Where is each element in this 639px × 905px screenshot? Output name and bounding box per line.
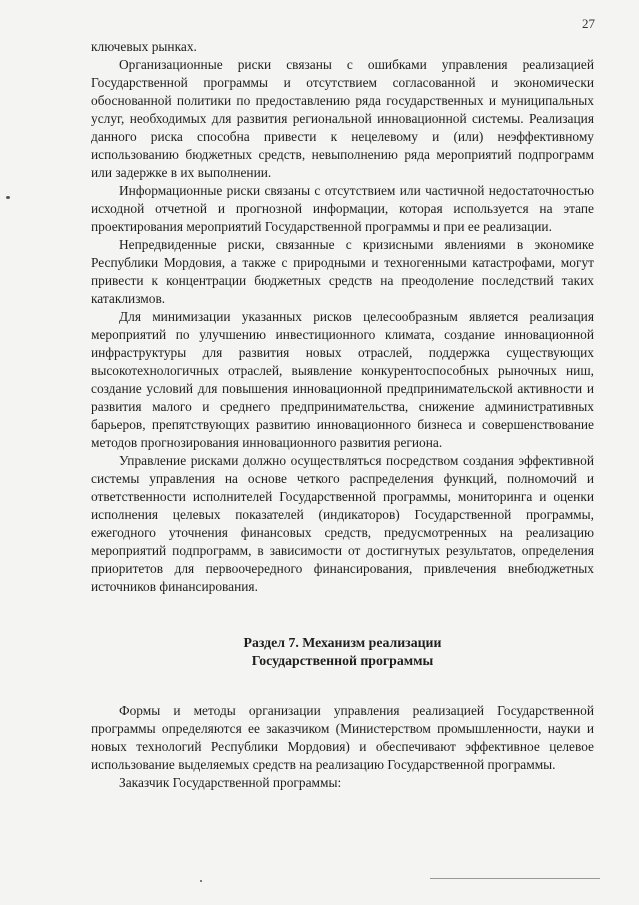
page-number: 27 <box>582 16 595 31</box>
paragraph-information-risks: Информационные риски связаны с отсутствием или частичной недостаточностью исходной отчетной и прогнозной информации, которая используется на этапе проектирования мероприятий Государственной программы и при ее реализации. <box>91 183 594 234</box>
paragraph-unforeseen-risks: Непредвиденные риски, связанные с кризисными явлениями в экономике Республики Мордовия, а также с природными и техногенными катастрофами, могут привести к концентрации бюджетных средств на преодоление последствий таких катаклизмов. <box>91 237 594 306</box>
paragraph-organizational-risks: Организационные риски связаны с ошибками управления реализацией Государственной программы и отсутствием согласованной и экономически обоснованной политики по предоставлению ряда государственных и муниципальных услуг, необходимых для развития региональной инновационной системы. Реализация данного риска способна привести к нецелевому и (или) неэффективному использованию бюджетных средств, невыполнению ряда мероприятий подпрограмм или задержке в их выполнении. <box>91 57 594 180</box>
paragraph-customer: Заказчик Государственной программы: <box>119 775 342 790</box>
paragraph-risk-minimization: Для минимизации указанных рисков целесообразным является реализация мероприятий по улучшению инвестиционного климата, создание инновационной инфраструктуры для развития новых отраслей, поддержка существующих высокотехнологичных отраслей, выявление конкурентоспособных рыночных ниш, создание условий для повышения инновационной предпринимательской активности и развития малого и среднего предпринимательства, снижение административных барьеров, препятствующих развитию инновационного бизнеса и совершенствование методов прогнозирования инновационного развития региона. <box>91 309 594 450</box>
section-heading <box>91 634 594 670</box>
scan-speck <box>200 880 202 882</box>
scan-line <box>430 878 600 879</box>
scan-speck <box>6 196 10 199</box>
paragraph-risk-management: Управление рисками должно осуществляться посредством создания эффективной системы управления на основе четкого распределения функций, полномочий и ответственности исполнителей Государственной программы, мониторинга и оценки исполнения целевых показателей (индикаторов) Государственной программы, ежегодного уточнения финансовых средств, предусмотренных на реализацию мероприятий подпрограмм, в зависимости от достигнутых результатов, определения приоритетов для первоочередного финансирования, привлечения внебюджетных источников финансирования. <box>91 453 594 594</box>
document-body <box>91 38 594 792</box>
paragraph-management-forms: Формы и методы организации управления реализацией Государственной программы определяются ее заказчиком (Министерством промышленности, науки и новых технологий Республики Мордовия) и обеспечивают эффективное целевое использование выделяемых средств на реализацию Государственной программы. <box>91 703 594 772</box>
paragraph-continuation: ключевых рынках. <box>91 39 197 54</box>
section-heading-line-2: Государственной программы <box>251 653 434 668</box>
section-heading-line-1: Раздел 7. Механизм реализации <box>243 635 442 650</box>
